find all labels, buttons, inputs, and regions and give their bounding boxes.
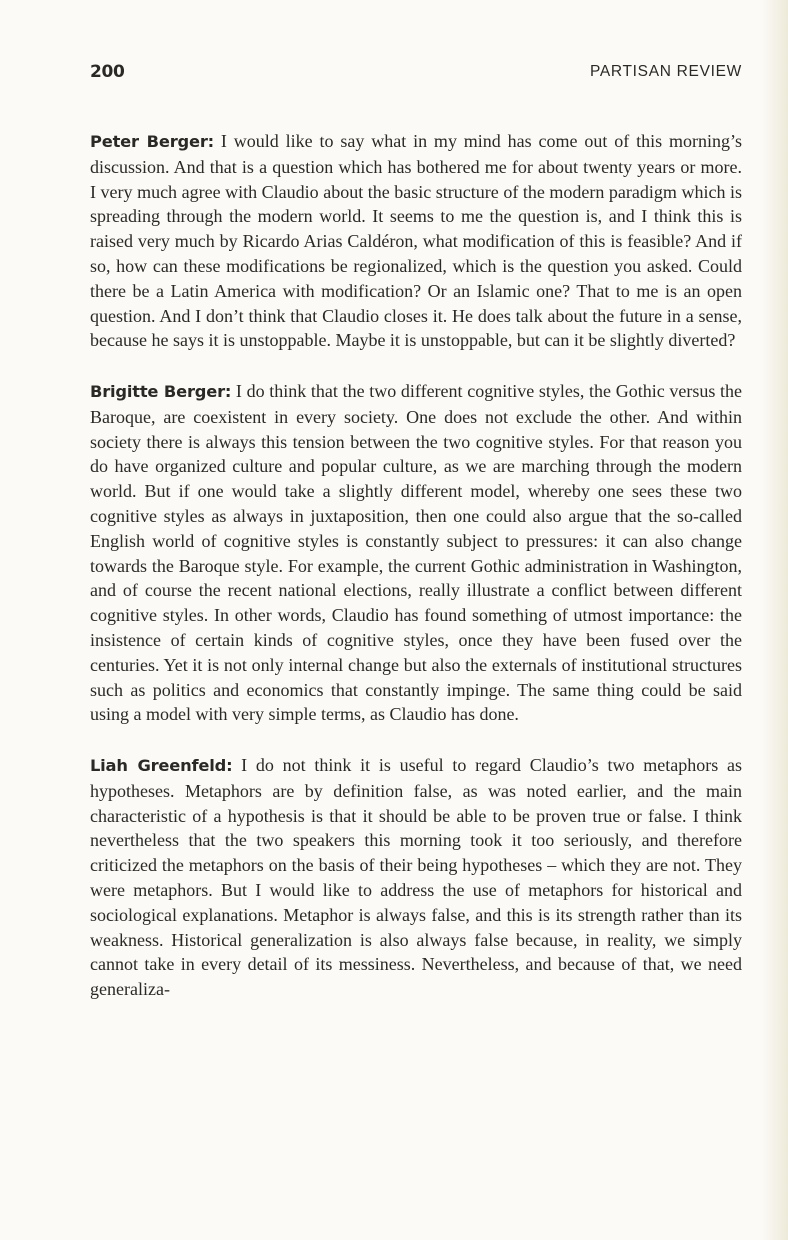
paragraph-liah-greenfeld xyxy=(90,753,742,1002)
speaker-name: Peter Berger: xyxy=(90,132,214,151)
paragraph-brigitte-berger xyxy=(90,379,742,727)
page-number: 200 xyxy=(90,62,125,82)
paragraph-text: I do think that the two different cognitive styles, the Gothic versus the Baroque, are coexistent in every society. One does not exclude the other. And within society there is always this tension between the two cognitive styles. For that reason you do have organized culture and popular culture, as we are marching through the modern world. But if one would take a slightly different model, whereby one sees these two cognitive styles as always in juxtaposition, then one could also argue that the so-called English world of cognitive styles is constantly subject to pressures: it can also change towards the Baroque style. For example, the current Gothic administration in Washington, and of course the recent national elections, really illustrate a conflict between different cognitive styles. In other words, Claudio has found something of utmost importance: the insistence of certain kinds of cognitive styles, once they have been fused over the centuries. Yet it is not only internal change but also the externals of institutional structures such as politics and economics that constantly impinge. The same thing could be said using a model with very simple terms, as Claudio has done. xyxy=(90,380,743,725)
paragraph-peter-berger xyxy=(90,129,742,353)
paragraph-text: I would like to say what in my mind has come out of this morning’s discussion. And that is a question which has bothered me for about twenty years or more. I very much agree with Claudio about the basic structure of the modern paradigm which is spreading through the modern world. It seems to me the question is, and I think this is raised very much by Ricardo Arias Caldéron, what modification of this is feasible? And if so, how can these modifications be regionalized, which is the question you asked. Could there be a Latin America with modification? Or an Islamic one? That to me is an open question. And I don’t think that Claudio closes it. He does talk about the future in a sense, because he says it is unstoppable. Maybe it is unstoppable, but can it be slightly diverted? xyxy=(90,131,743,351)
running-head xyxy=(90,62,742,86)
body-text xyxy=(90,129,742,1028)
speaker-name: Brigitte Berger: xyxy=(90,381,232,401)
journal-title: PARTISAN REVIEW xyxy=(589,63,742,80)
paragraph-text: I do not think it is useful to regard Claudio’s two metaphors as hypotheses. Metaphors are by definition false, as was noted earlier, and the main characteristic of a hypothesis is that it should be able to be proven true or false. I think nevertheless that the two speakers this morning took it too seriously, and therefore criticized the metaphors on the basis of their being hypotheses – which they are not. They were metaphors. But I would like to address the use of metaphors for historical and sociological explanations. Metaphor is always false, and this is its strength rather than its weakness. Historical generalization is also always false because, in reality, we simply cannot take in every detail of its messiness. Nevertheless, and because of that, we need generaliza- xyxy=(90,754,742,1000)
page-edge-shadow xyxy=(762,0,788,1240)
speaker-name: Liah Greenfeld: xyxy=(90,755,233,775)
